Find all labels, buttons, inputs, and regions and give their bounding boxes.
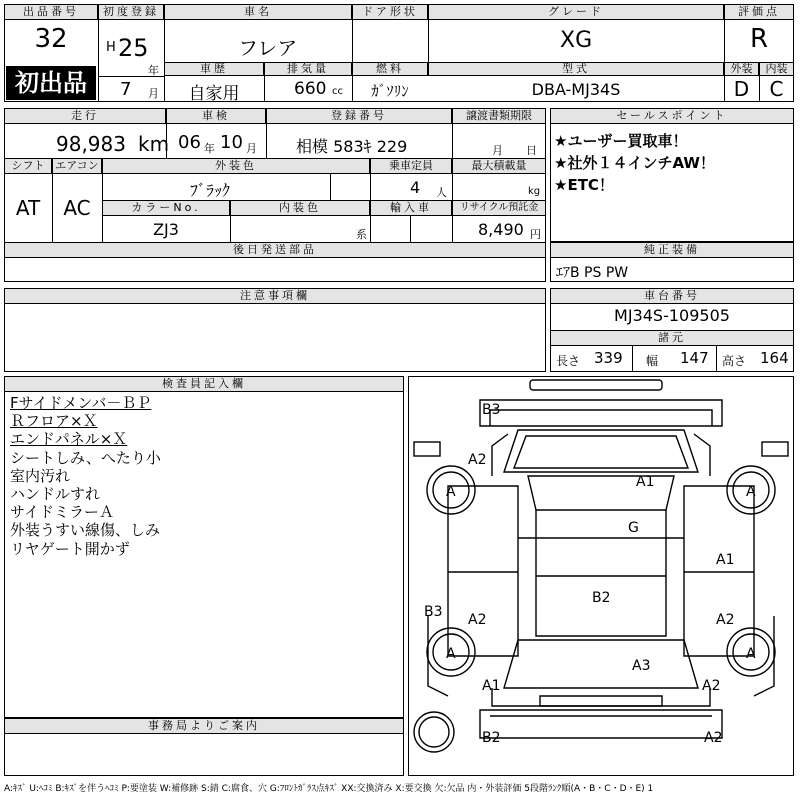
color: ﾌﾞﾗｯｸ [190,181,231,200]
recycle-unit: 円 [530,228,541,241]
height-label: 高さ [722,354,747,368]
inspector-line: シートしみ、へたり小 [10,448,161,467]
office-header: 事務局よりご案内 [4,718,404,734]
selling-point-2: ★社外１４インチAW！ [554,154,715,172]
first-listing-badge: 初出品 [6,66,96,100]
color-no-header: カラーNo. [102,200,230,216]
inspection-month: 10 [220,132,243,153]
car-diagram [408,376,794,776]
reg-month-unit: 月 [148,87,159,100]
car-name-header: 車名 [164,4,352,20]
capacity-unit: 人 [436,186,447,199]
chassis-header: 車台番号 [550,288,794,304]
color-header: 外装色 [102,158,370,174]
interior-header: 内装 [759,62,794,76]
mark-a1-rear-left: A1 [482,678,501,694]
mark-b2-roof: B2 [592,590,611,606]
first-reg-header: 初度登録 [98,4,164,20]
recycle-header: リサイクル預託金 [452,200,546,216]
inspection-year-unit: 年 [204,142,215,155]
mark-a2-rear-right: A2 [702,678,721,694]
mark-a-fl: A [446,484,456,500]
mark-a-rr: A [746,646,756,662]
selling-points-header: セールスポイント [550,108,794,124]
int-color-header: 内装色 [230,200,370,216]
width-value: 147 [680,349,709,367]
score: R [749,24,769,54]
lot-no: 32 [34,24,68,54]
score-header: 評価点 [724,4,794,20]
model: DBA-MJ34S [531,80,621,99]
era: H [106,40,116,55]
chassis-number: MJ34S-109505 [614,306,730,325]
inspector-notes [10,394,161,558]
selling-point-1: ★ユーザー買取車！ [554,132,688,150]
mark-a2-left: A2 [468,452,487,468]
fuel-header: 燃料 [352,62,428,76]
mark-b2-bottom: B2 [482,730,501,746]
inspector-line: Ｒフロア×Ｘ [10,412,98,431]
exterior-grade: D [733,77,750,101]
notes-header: 注意事項欄 [4,288,546,304]
aircon: AC [63,196,91,220]
inspector-line: サイドミラーＡ [10,503,114,522]
import-header: 輸入車 [370,200,452,216]
selling-point-3: ★ETC！ [554,176,614,194]
mark-g: G [628,520,639,536]
color-no: ZJ3 [153,220,179,239]
capacity-header: 乗車定員 [370,158,452,174]
inspector-line: リヤゲート開かず [10,539,130,558]
mark-a2-bottom: A2 [704,730,723,746]
lot-no-header: 出品番号 [4,4,98,20]
mileage: 98,983 [56,132,126,156]
length-label: 長さ [556,354,581,368]
inspector-header: 検査員記入欄 [4,376,404,392]
displacement: 660 [294,79,327,99]
inspector-line: エンドパネル×Ｘ [10,430,128,449]
door-header: ドア形状 [352,4,428,20]
exterior-header: 外装 [724,62,759,76]
mark-a1-right: A1 [716,552,735,568]
width-label: 幅 [646,354,659,368]
mark-a1-front: A1 [636,474,655,490]
mileage-unit: km [138,132,170,156]
inspection-month-unit: 月 [246,142,257,155]
load-unit: kg [528,186,541,197]
later-parts-header: 後日発送部品 [4,242,546,258]
reg-year: 25 [118,34,149,62]
inspector-line: 外装うすい線傷、しみ [10,521,161,540]
shift-header: シフト [4,158,52,174]
capacity: 4 [410,178,421,197]
displacement-header: 排気量 [264,62,352,76]
height-value: 164 [760,349,789,367]
reg-month: 7 [120,79,132,100]
reg-year-unit: 年 [148,64,159,77]
mark-a3-rear: A3 [632,658,651,674]
genuine-header: 純正装備 [550,242,794,258]
recycle: 8,490 [478,220,524,239]
mark-a-rl: A [446,646,456,662]
inspector-line: Fサイドメンバ－ＢＰ [10,394,152,412]
inspection-header: 車検 [166,108,266,124]
mark-a2-rr: A2 [716,612,735,628]
transfer-month-unit: 月 [492,144,503,157]
shift: AT [15,196,41,220]
history-header: 車歴 [164,62,264,76]
mark-b3-left: B3 [424,604,443,620]
mileage-header: 走行 [4,108,166,124]
plate-header: 登録番号 [266,108,452,124]
grade-header: グレード [428,4,724,20]
inspection-year: 06 [178,132,201,153]
plate: 相模 583ｷ 229 [296,137,408,156]
genuine-equipment: ｴｱB PS PW [556,265,629,281]
mark-a-fr: A [746,484,756,500]
mark-b3-top: B3 [482,402,501,418]
length-value: 339 [594,349,623,367]
interior-grade: C [769,77,784,101]
aircon-header: エアコン [52,158,102,174]
transfer-header: 譲渡書類期限 [452,108,546,124]
fuel: ｶﾞｿﾘﾝ [371,82,409,100]
inspector-line: ハンドルすれ [10,485,101,504]
grade: XG [560,28,593,53]
legend: A:ｷｽﾞ U:ﾍｺﾐ B:ｷｽﾞを伴うﾍｺﾐ P:要塗装 W:補修跡 S:錆 C:腐食、穴 G:ﾌﾛﾝﾄｶﾞﾗｽ点ｷｽﾞ XX:交換済み X:要交換 欠:欠品 内・外装評価 5段階ﾗﾝｸ順(A・B・C・D・E) 1 [4,784,654,794]
model-header: 型式 [428,62,724,76]
car-name: フレア [238,36,298,60]
displacement-unit: cc [332,86,343,97]
inspector-line: 室内汚れ [10,466,71,485]
transfer-day-unit: 日 [526,144,537,157]
mark-a2-rl: A2 [468,612,487,628]
dims-header: 諸元 [550,330,794,346]
history: 自家用 [188,84,240,104]
int-color-unit: 系 [356,228,367,241]
load-header: 最大積載量 [452,158,546,174]
